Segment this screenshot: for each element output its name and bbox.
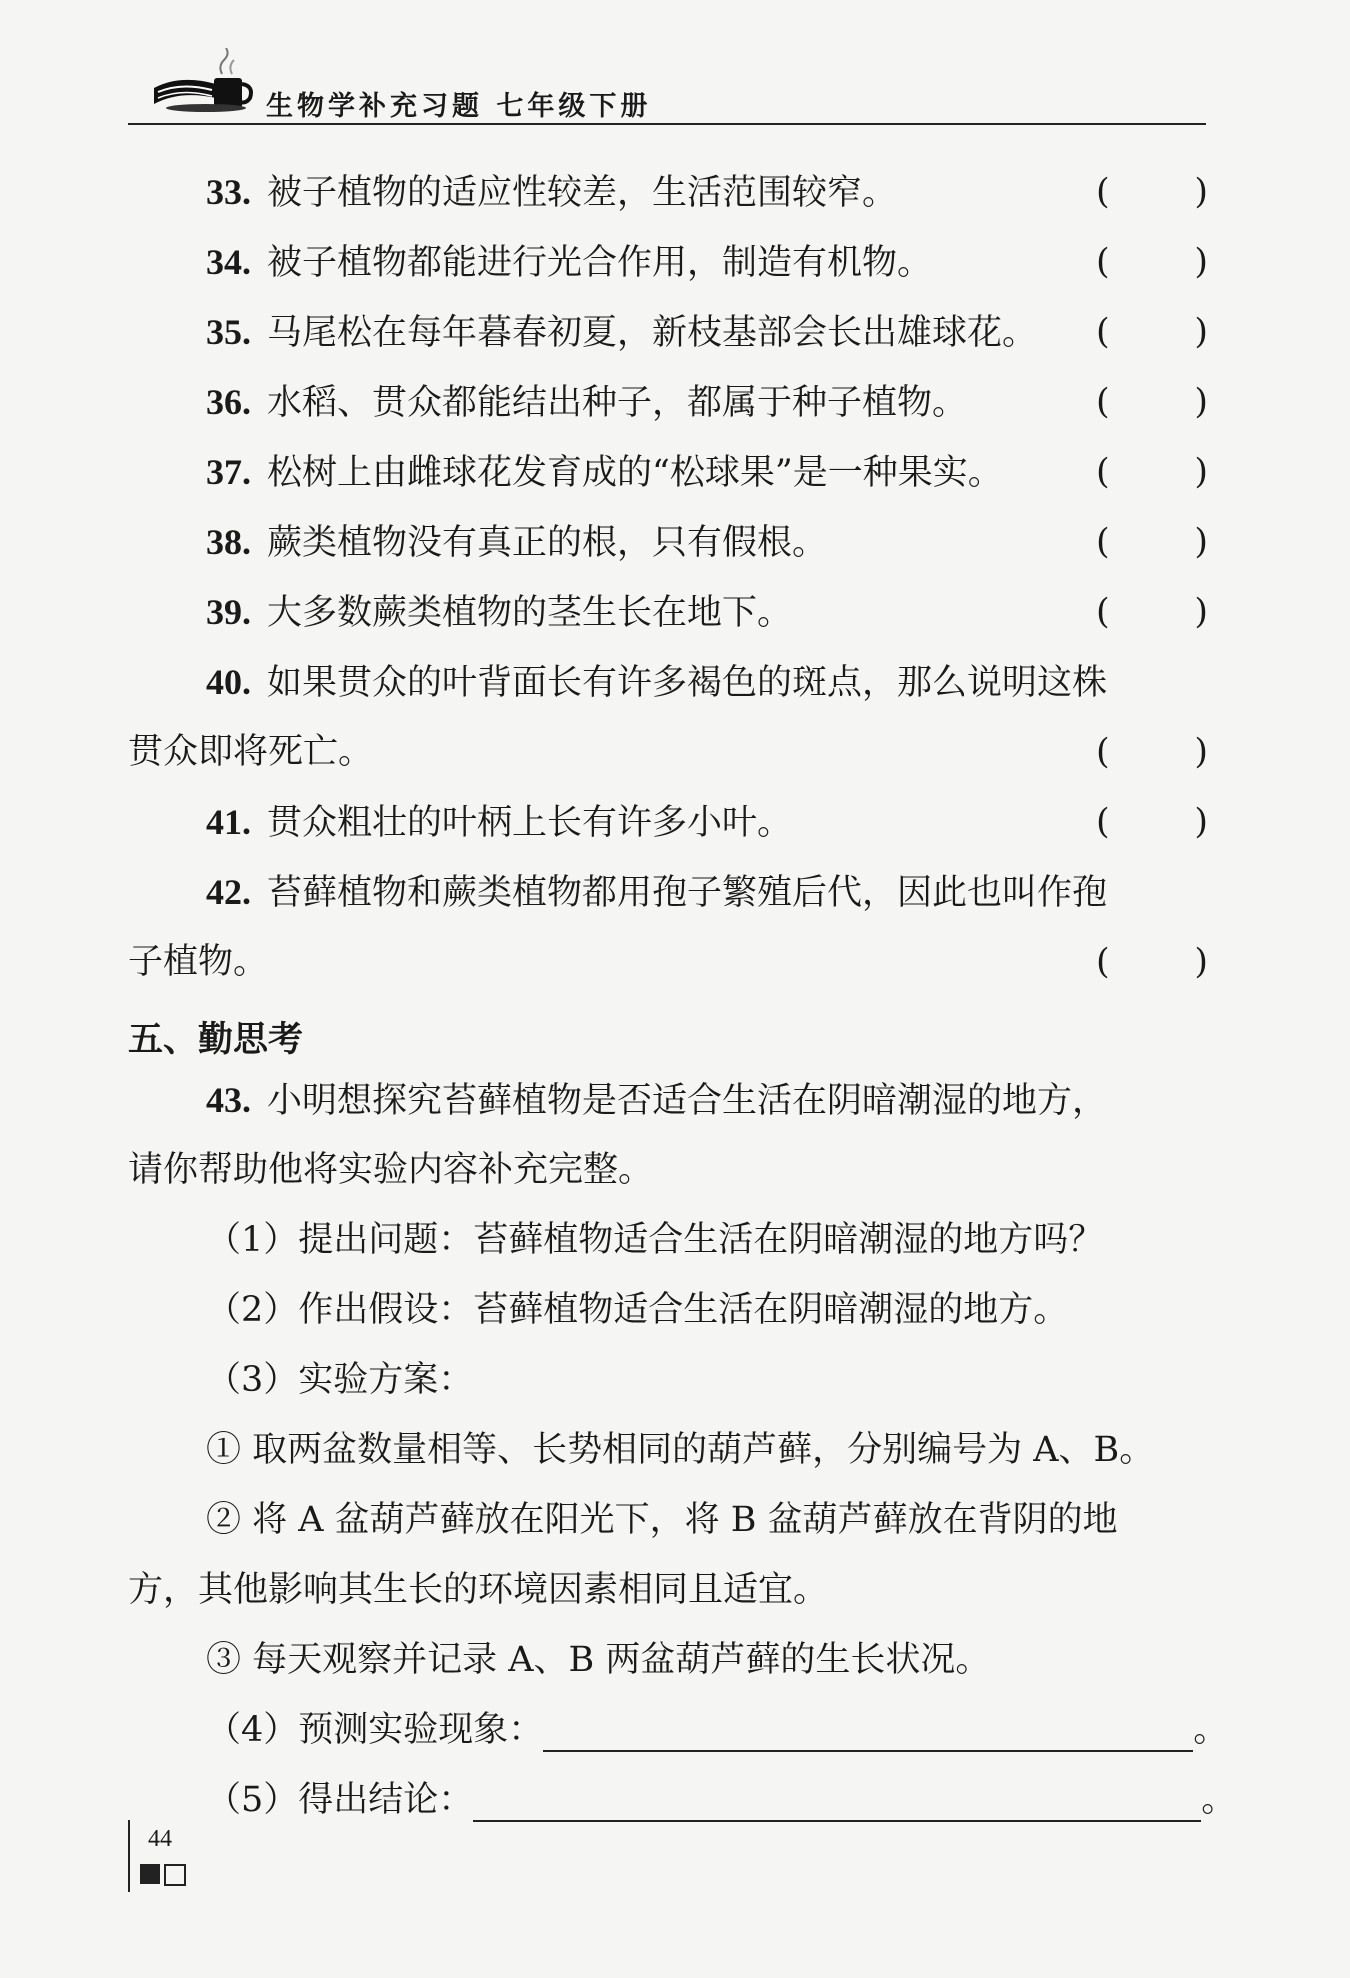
question-text: 松树上由雌球花发育成的“松球果”是一种果实。 [267, 453, 1003, 493]
header-title: 生物学补充习题 七年级下册 [266, 91, 652, 122]
conclusion-answer-line[interactable] [473, 1784, 1201, 1822]
statement-35 [206, 310, 1037, 355]
question-number: 37. [206, 452, 251, 492]
plan-item-2-continued: 方，其他影响其生长的环境因素相同且适宜。 [128, 1570, 829, 1610]
plan-item-1: ① 取两盆数量相等、长势相同的葫芦藓，分别编号为 A、B。 [206, 1430, 1155, 1470]
question-text: 被子植物的适应性较差，生活范围较窄。 [267, 173, 898, 213]
question-number: 42. [206, 872, 251, 912]
question-number: 41. [206, 802, 251, 842]
step-1-question: （1）提出问题：苔藓植物适合生活在阴暗潮湿的地方吗？ [206, 1220, 1104, 1260]
question-number: 34. [206, 242, 251, 282]
question-text: 贯众粗壮的叶柄上长有许多小叶。 [267, 803, 793, 843]
question-43-continued: 请你帮助他将实验内容补充完整。 [128, 1150, 654, 1190]
footer-rule [128, 1820, 130, 1892]
statement-36 [206, 380, 967, 425]
statement-38 [206, 520, 827, 565]
step-2-hypothesis: （2）作出假设：苔藓植物适合生活在阴暗潮湿的地方。 [206, 1290, 1069, 1330]
statement-37 [206, 450, 1003, 495]
statement-42-continued: 子植物。 [128, 942, 269, 982]
statement-40-continued: 贯众即将死亡。 [128, 732, 374, 772]
question-number: 40. [206, 662, 251, 702]
question-text: 蕨类植物没有真正的根，只有假根。 [267, 523, 828, 563]
question-number: 36. [206, 382, 251, 422]
step-3-plan: （3）实验方案： [206, 1360, 474, 1400]
empty-square-icon [164, 1864, 186, 1886]
question-text: 如果贯众的叶背面长有许多褐色的斑点，那么说明这株 [267, 663, 1108, 703]
question-number: 43. [206, 1080, 251, 1120]
question-text: 大多数蕨类植物的茎生长在地下。 [267, 593, 793, 633]
prediction-answer-line[interactable] [543, 1714, 1193, 1752]
page: 生物学补充习题 七年级下册 33. 被子植物的适应性较差，生活范围较窄。 ( ) 34. 被子植物都能进行光合作用，制造有机物。 ( ) 35. 马尾松在每年暮春初夏，新枝基部会长出雄球花。 ( ) 36. 水稻、贯众都能结出种子，都属于种子植物。 ( ) 37. 松树上由雌球花发育成的“松球果”是一种果实。 ( ) 38. 蕨类植物没有真正的根，只有假根。 ( ) 39. 大多数蕨类植物的茎生长在地下。 ( ) 40. 如果贯众的叶背面长有许多褐色的斑点，那么说明这株 贯众即将死亡。 ( ) 41. 贯众粗壮的叶柄上长有许多小叶。 ( ) 42. 苔藓植物和蕨类植物都用孢子繁殖后代，因此也叫作孢 子植物。 ( ) 五、勤思考 43. 小明想探究苔藓植物是否适合生活在阴暗潮湿的地方， 请你帮助他将实验内容补充完整。 （1）提出问题：苔藓植物适合生活在阴暗潮湿的地方吗？ （2）作出假设：苔藓植物适合生活在阴暗潮湿的地方。 （3）实验方案： ① 取两盆数量相等、长势相同的葫芦藓，分别编号为 A、B。 ② 将 A 盆葫芦藓放在阳光下，将 B 盆葫芦藓放在背阴的地 方，其他影响其生长的环境因素相同且适宜。 ③ 每天观察并记录 A、B 两盆葫芦藓的生长状况。 （4）预测实验现象： 。 （5）得出结论： 。 44 [0, 0, 1350, 1978]
question-number: 35. [206, 312, 251, 352]
plan-item-3: ③ 每天观察并记录 A、B 两盆葫芦藓的生长状况。 [206, 1640, 991, 1680]
page-header [128, 40, 1206, 126]
question-text: 马尾松在每年暮春初夏，新枝基部会长出雄球花。 [267, 313, 1038, 353]
statement-42 [206, 870, 1107, 915]
question-text: 被子植物都能进行光合作用，制造有机物。 [267, 243, 933, 283]
plan-item-2: ② 将 A 盆葫芦藓放在阳光下，将 B 盆葫芦藓放在背阴的地 [206, 1500, 1118, 1540]
step-5-conclusion: （5）得出结论： 。 [206, 1780, 1237, 1820]
book-and-cup-icon [150, 48, 270, 118]
question-text: 水稻、贯众都能结出种子，都属于种子植物。 [267, 383, 968, 423]
page-number: 44 [148, 1826, 172, 1852]
statement-33 [206, 170, 897, 215]
question-number: 39. [206, 592, 251, 632]
statement-39 [206, 590, 792, 635]
question-number: 38. [206, 522, 251, 562]
statement-41 [206, 800, 792, 845]
filled-square-icon [140, 1864, 160, 1884]
question-text: 小明想探究苔藓植物是否适合生活在阴暗潮湿的地方， [267, 1081, 1108, 1121]
statement-34 [206, 240, 932, 285]
question-43 [206, 1078, 1107, 1123]
question-text: 苔藓植物和蕨类植物都用孢子繁殖后代，因此也叫作孢 [267, 873, 1108, 913]
step-4-prediction: （4）预测实验现象： 。 [206, 1710, 1229, 1750]
header-rule [128, 123, 1206, 125]
question-number: 33. [206, 172, 251, 212]
section-title: 五、勤思考 [128, 1020, 304, 1060]
statement-40 [206, 660, 1107, 705]
